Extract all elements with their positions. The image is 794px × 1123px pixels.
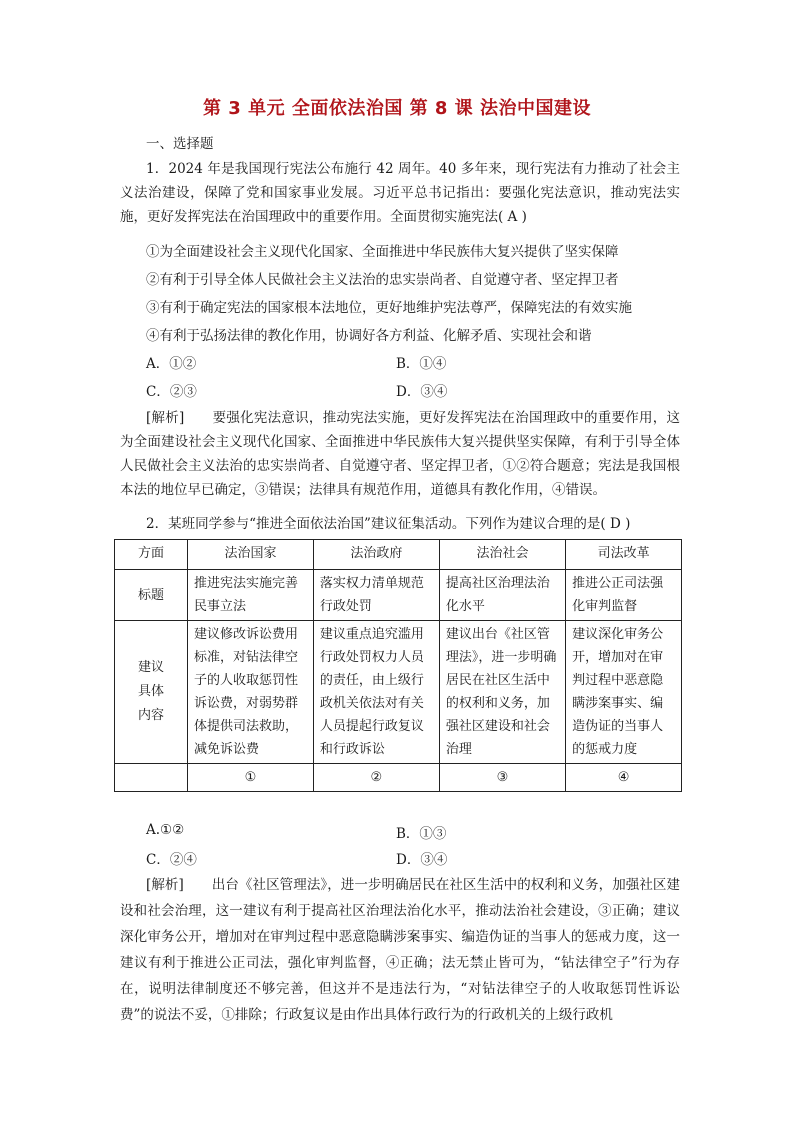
table-cell-empty <box>115 764 188 792</box>
analysis-tag: [解析] <box>146 877 184 893</box>
question-2-text: 2．某班同学参与“推进全面依法治国”建议征集活动。下列作为建议合理的是( D ) <box>146 516 631 532</box>
question-1-item-3: ③有利于确定宪法的国家根本法地位，更好地维护宪法尊严，保障宪法的有效实施 <box>146 300 632 316</box>
question-2-stem <box>120 512 680 536</box>
table-cell: 推进公正司法强化审判监督 <box>566 570 682 621</box>
question-2-analysis <box>120 872 680 1028</box>
analysis-tag: [解析] <box>146 410 185 426</box>
question-1-item-4: ④有利于弘扬法律的教化作用，协调好各方利益、化解矛盾、实现社会和谐 <box>146 328 592 344</box>
table-header-row <box>115 540 682 570</box>
table-cell-number: ③ <box>439 764 565 792</box>
table-header-cell: 法治国家 <box>188 540 314 570</box>
table-header-cell: 方面 <box>115 540 188 570</box>
table-cell: 建议出台《社区管理法》，进一步明确居民在社区生活中的权利和义务，加强社区建设和社会治理 <box>439 621 565 764</box>
table-row-label: 标题 <box>115 570 188 621</box>
question-1-item-2: ②有利于引导全体人民做社会主义法治的忠实崇尚者、自觉遵守者、坚定捍卫者 <box>146 272 619 288</box>
question-2-choice-b[interactable]: B．①③ <box>396 826 447 842</box>
table-row-label-text: 建议具体内容 <box>137 660 164 723</box>
suggestion-table <box>114 539 682 792</box>
question-1-text: 1．2024 年是我国现行宪法公布施行 42 周年。40 多年来，现行宪法有力推动了社会主义法治建设，保障了党和国家事业发展。习近平总书记指出：要强化宪法意识，推动宪法实施，更好发挥宪法在治国理政中的重要作用。全面贯彻实施宪法( A ) <box>120 161 680 225</box>
question-1-analysis-text: 要强化宪法意识，推动宪法实施，更好发挥宪法在治国理政中的重要作用，这为全面建设社会主义现代化国家、全面推进中华民族伟大复兴提供坚实保障，有利于引导全体人民做社会主义法治的忠实崇尚者、自觉遵守者、坚定捍卫者，①②符合题意；宪法是我国根本法的地位早已确定，③错误；法律具有规范作用，道德具有教化作用，④错误。 <box>120 410 680 498</box>
table-header-cell: 法治社会 <box>439 540 565 570</box>
table-cell-number: ① <box>188 764 314 792</box>
question-1-choice-b[interactable]: B．①④ <box>396 356 447 372</box>
question-1-stem <box>120 157 680 229</box>
question-2-analysis-text: 出台《社区管理法》，进一步明确居民在社区生活中的权利和义务，加强社区建设和社会治理，这一建议有利于提高社区治理法治化水平，推动法治社会建设，③正确；建议深化审务公开，增加对在审判过程中恶意隐瞒涉案事实、编造伪证的当事人的惩戒力度，这一建议有利于推进公正司法，强化审判监督，④正确；法无禁止皆可为，“钻法律空子”行为存在，说明法律制度还不够完善，但这并不是违法行为，“对钻法律空子的人收取惩罚性诉讼费”的说法不妥，①排除；行政复议是由作出具体行政行为的行政机关的上级行政机 <box>120 877 680 1023</box>
table-cell: 建议修改诉讼费用标准，对钻法律空子的人收取惩罚性诉讼费，对弱势群体提供司法救助，减免诉讼费 <box>188 621 314 764</box>
question-2-choice-d[interactable]: D．③④ <box>396 852 448 868</box>
table-header-cell: 法治政府 <box>313 540 439 570</box>
question-1-choice-a[interactable]: A．①② <box>146 356 197 372</box>
question-2-choice-c[interactable]: C．②④ <box>146 852 197 868</box>
table-cell-number: ② <box>313 764 439 792</box>
table-row-numbers <box>115 764 682 792</box>
table-row-titles <box>115 570 682 621</box>
table-cell: 落实权力清单规范行政处罚 <box>313 570 439 621</box>
table-header-cell: 司法改革 <box>566 540 682 570</box>
page-title: 第 3 单元 全面依法治国 第 8 课 法治中国建设 <box>203 98 591 119</box>
table-cell: 提高社区治理法治化水平 <box>439 570 565 621</box>
table-row-contents <box>115 621 682 764</box>
table-cell-number: ④ <box>566 764 682 792</box>
table-row-label <box>115 621 188 764</box>
section-heading: 一、选择题 <box>146 136 214 152</box>
table-cell: 建议重点追究滥用行政处罚权力人员的责任，由上级行政机关依法对有关人员提起行政复议和行政诉讼 <box>313 621 439 764</box>
question-1-analysis <box>120 406 680 502</box>
question-1-choice-c[interactable]: C．②③ <box>146 384 197 400</box>
table-cell: 建议深化审务公开，增加对在审判过程中恶意隐瞒涉案事实、编造伪证的当事人的惩戒力度 <box>566 621 682 764</box>
question-1-item-1: ①为全面建设社会主义现代化国家、全面推进中华民族伟大复兴提供了坚实保障 <box>146 244 619 260</box>
table-cell: 推进宪法实施完善民事立法 <box>188 570 314 621</box>
question-2-choice-a[interactable]: A.①② <box>146 822 185 838</box>
question-1-choice-d[interactable]: D．③④ <box>396 384 448 400</box>
